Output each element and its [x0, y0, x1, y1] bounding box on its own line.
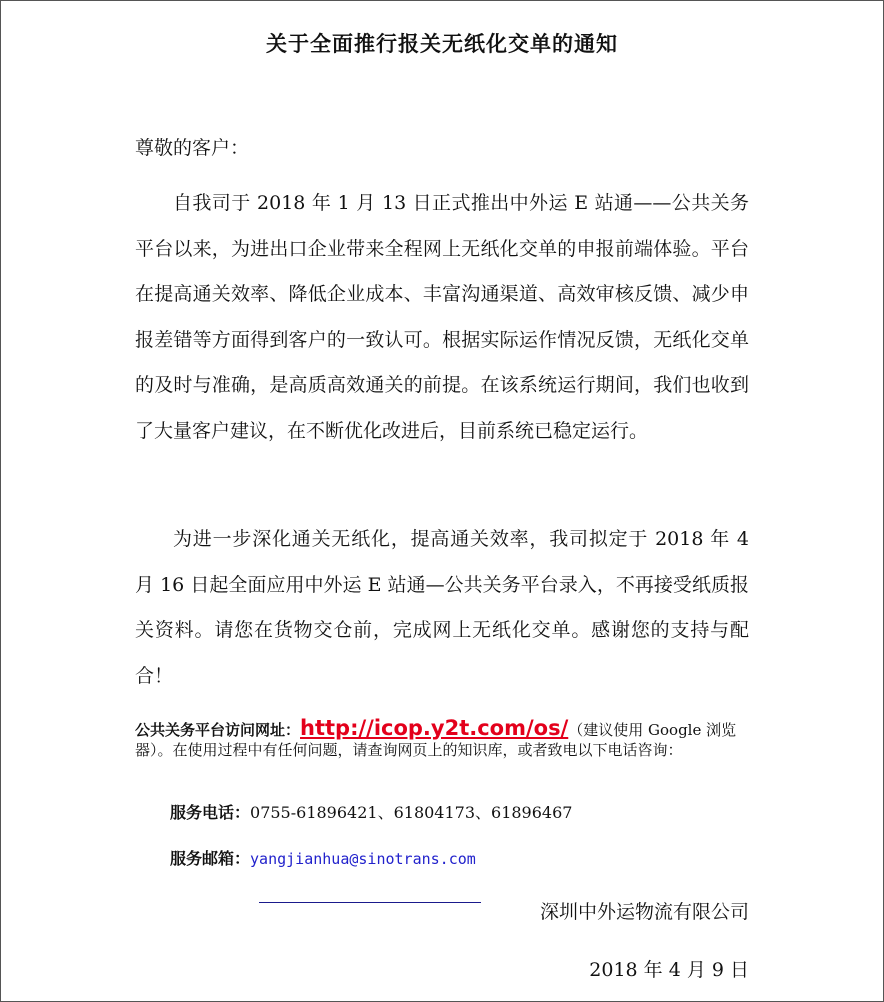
- access-label: 公共关务平台访问网址：: [135, 721, 301, 739]
- notice-title: 关于全面推行报关无纸化交单的通知: [266, 32, 618, 56]
- salutation: 尊敬的客户：: [135, 137, 250, 159]
- notice-date: 2018 年 4 月 9 日: [589, 959, 749, 981]
- phone-value: 0755-61896421、61804173、61896467: [250, 803, 573, 822]
- company-name: 深圳中外运物流有限公司: [539, 901, 749, 923]
- paragraph-intro: 自我司于 2018 年 1 月 13 日正式推出中外运 E 站通——公共关务平台以来，为进出口企业带来全程网上无纸化交单的申报前端体验。平台在提高通关效率、降低企业成本、丰富沟通渠道、高效审核反馈、减少申报差错等方面得到客户的一致认可。根据实际运作情况反馈，无纸化交单的及时与准确，是高质高效通关的前提。在该系统运行期间，我们也收到了大量客户建议，在不断优化改进后，目前系统已稳定运行。: [135, 192, 749, 442]
- platform-url-link[interactable]: http://icop.y2t.com/os/: [300, 716, 569, 740]
- service-email: [170, 846, 476, 869]
- email-link[interactable]: yangjianhua@sinotrans.com: [250, 850, 476, 868]
- browser-note: （建议使用 Google 浏览器）。在使用过程中有任何问题，请查询网页上的知识库，或者致电以下电话咨询：: [135, 721, 737, 759]
- paragraph-announcement: 为进一步深化通关无纸化，提高通关效率，我司拟定于 2018 年 4 月 16 日起全面应用中外运 E 站通—公共关务平台录入，不再接受纸质报关资料。请您在货物交仓前，完成网上无纸化交单。感谢您的支持与配合！: [135, 528, 749, 687]
- platform-access: [135, 718, 755, 760]
- email-label: 服务邮箱：: [170, 849, 251, 868]
- phone-label: 服务电话：: [170, 803, 251, 822]
- signature-line: [259, 902, 481, 903]
- service-phone: [170, 800, 572, 823]
